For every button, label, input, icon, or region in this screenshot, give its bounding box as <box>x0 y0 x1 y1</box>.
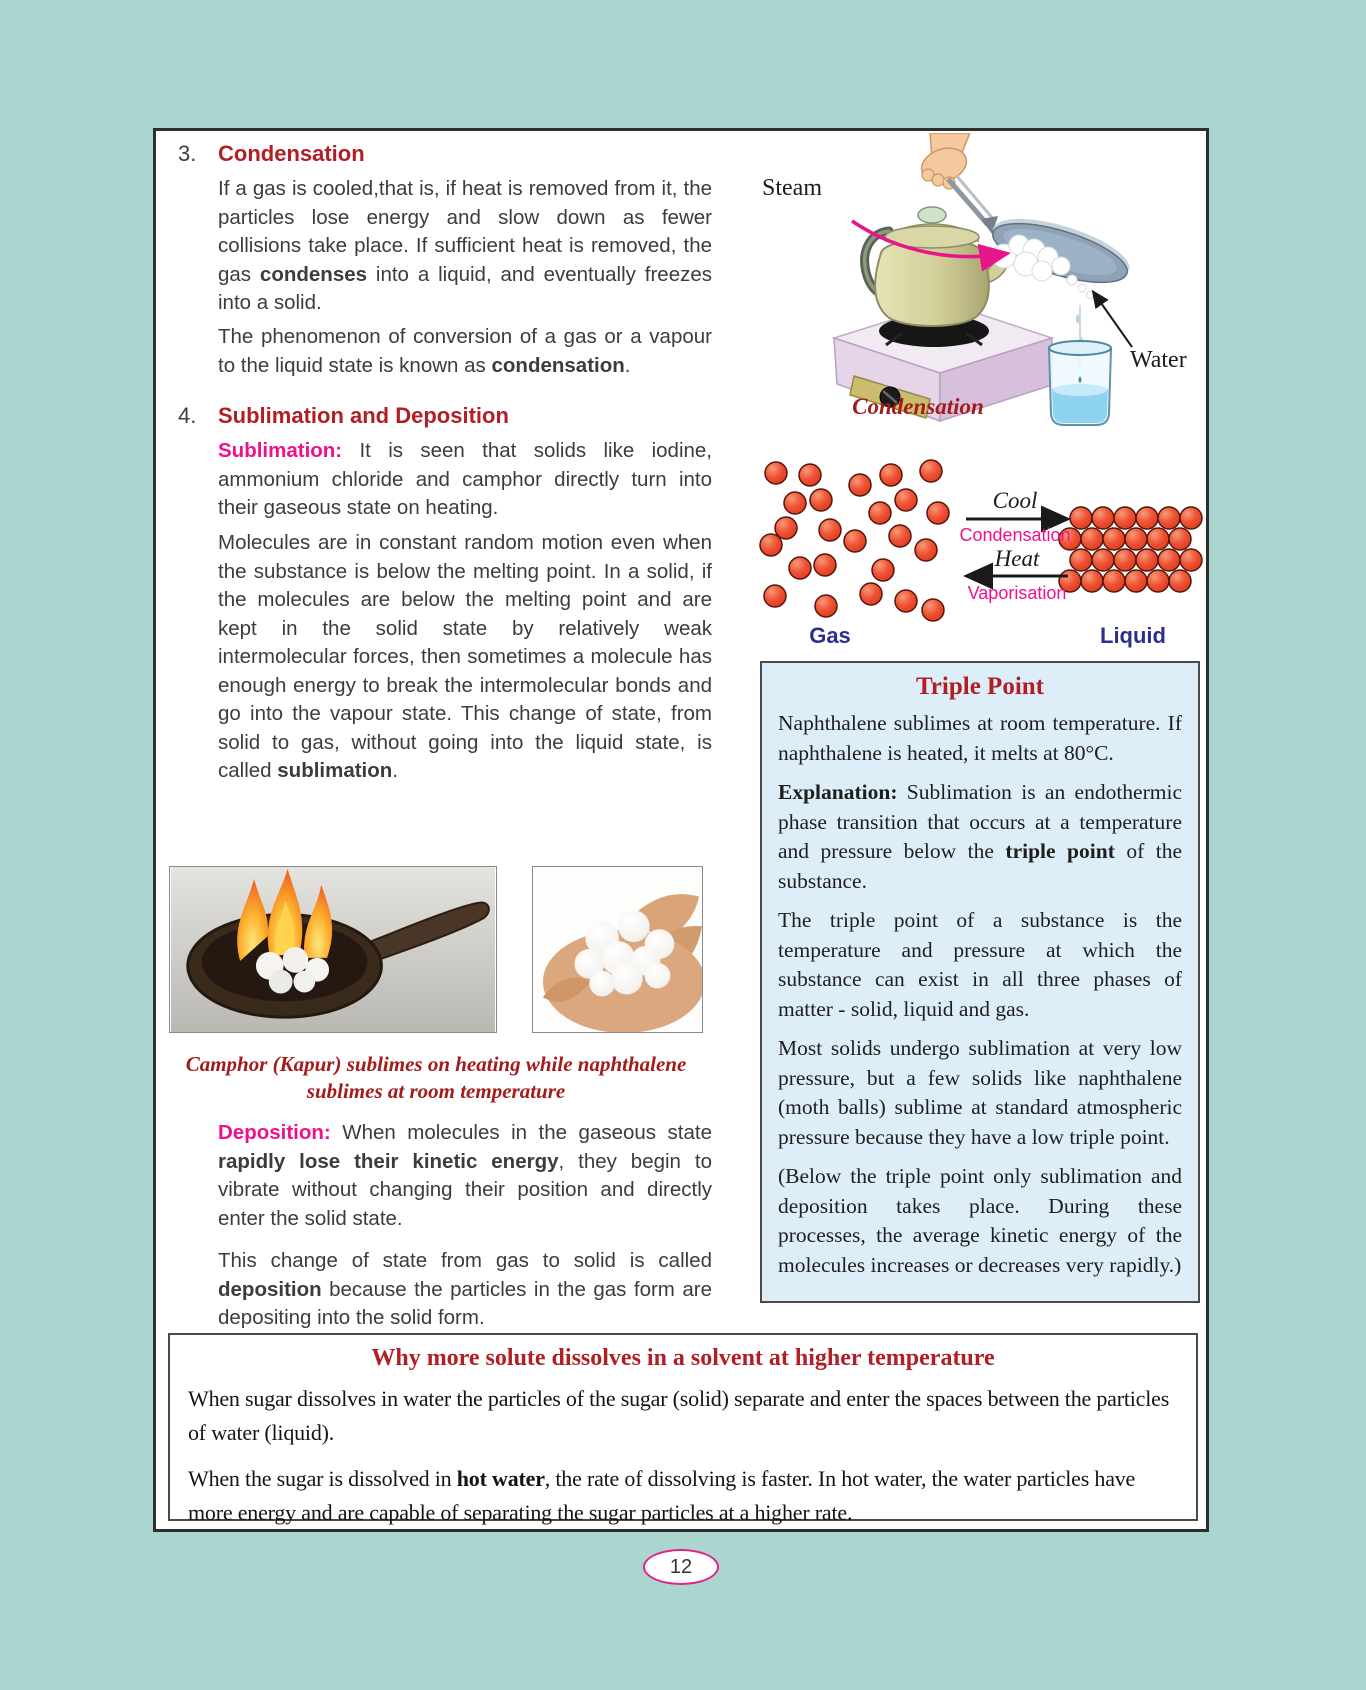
liquid-label: Liquid <box>1100 623 1166 648</box>
beaker-rim <box>1049 341 1111 355</box>
beaker <box>1049 341 1111 425</box>
water-arrow <box>1094 293 1132 347</box>
section-3-heading <box>178 141 196 167</box>
camphor-ball <box>269 970 293 994</box>
triple-point-paragraph: Naphthalene sublimes at room temperature. If naphthalene is heated, it melts at 80°C. <box>778 711 1182 765</box>
triple-point-paragraph: Most solids undergo sublimation at very low pressure, but a few solids like naphthalene (moth balls) sublime at standard atmospheric pressure because they have a low triple point. <box>778 1036 1182 1149</box>
content-sheet <box>153 128 1209 1532</box>
triple-point-paragraph: Explanation: Sublimation is an endothermic phase transition that occurs at a temperature and pressure below the triple point of the substance. <box>778 780 1182 893</box>
section-4-number: 4. <box>178 403 197 428</box>
page-number-badge <box>643 1549 719 1585</box>
deposition-paragraph-1: Deposition: When molecules in the gaseous state rapidly lose their kinetic energy, they begin to vibrate without changing their position and directly enter the solid state. <box>218 1121 712 1230</box>
section-3-title: Condensation <box>218 141 365 166</box>
tongs <box>948 179 988 225</box>
condensation-paragraph-1: If a gas is cooled,that is, if heat is removed from it, the particles lose energy and slow down as fewer collisions take place. If sufficient heat is removed, the gas condenses into a liquid, and eventually freezes into a solid. <box>218 177 712 314</box>
naphthalene-ball <box>645 963 671 989</box>
solute-box-paragraph: When sugar dissolves in water the particles of the sugar (solid) separate and enter the spaces between the particles of water (liquid). <box>188 1386 1170 1445</box>
kettle-caption: Condensation <box>852 394 984 419</box>
camphor-ball <box>293 971 315 993</box>
naphthalene-ball <box>618 910 650 942</box>
triple-point-title: Triple Point <box>915 673 1044 700</box>
page-number: 12 <box>669 1555 693 1578</box>
liquid-particles <box>1059 507 1202 592</box>
solute-box-paragraph: When the sugar is dissolved in hot water, the rate of dissolving is faster. In hot water, the water particles have more energy and are capable of separating the sugar particles at a higher rate. <box>188 1466 1136 1525</box>
solute-info-box <box>168 1333 1198 1525</box>
vaporisation-label: Vaporisation <box>967 583 1067 603</box>
sublimation-paragraph: Sublimation: It is seen that solids like iodine, ammonium chloride and camphor directly turn into their gaseous state on heating. <box>218 439 712 519</box>
triple-point-box <box>760 661 1200 1303</box>
steam-label: Steam <box>762 175 822 201</box>
deposition-paragraph-2: This change of state from gas to solid is called deposition because the particles in the gas form are depositing into the solid form. <box>218 1249 712 1329</box>
solute-box-title: Why more solute dissolves in a solvent at higher temperature <box>371 1345 995 1371</box>
kettle-condensation-illustration <box>734 133 1209 428</box>
naphthalene-balls-photo <box>532 866 703 1033</box>
heat-label: Heat <box>994 546 1040 571</box>
gas-liquid-particle-diagram <box>753 428 1208 653</box>
section-4-title: Sublimation and Deposition <box>218 403 509 428</box>
condensation-paragraph-2: The phenomenon of conversion of a gas or a vapour to the liquid state is known as condensation. <box>218 325 712 377</box>
water-label: Water <box>1130 347 1187 373</box>
section-4-heading <box>178 403 196 429</box>
molecules-paragraph: Molecules are in constant random motion even when the substance is below the melting point. In a solid, if the molecules are below the melting point and are kept in the solid state by relatively weak intermolecular forces, then sometimes a molecule has enough energy to break the intermolecular bonds and go into the vapour state. This change of state, from solid to gas, without going into the liquid state, is called sublimation. <box>218 531 712 782</box>
photos-caption: Camphor (Kapur) sublimes on heating while naphthalene sublimes at room temperature <box>185 1052 687 1103</box>
naphthalene-ball <box>589 971 615 997</box>
triple-point-paragraph: The triple point of a substance is the temperature and pressure at which the substance can exist in all three phases of matter - solid, liquid and gas. <box>778 908 1182 1021</box>
finger <box>932 174 944 186</box>
cool-label: Cool <box>992 488 1038 513</box>
camphor-ball <box>283 947 309 973</box>
gas-label: Gas <box>809 623 851 648</box>
kettle-lid-knob <box>918 207 946 223</box>
condensation-label: Condensation <box>959 525 1071 545</box>
triple-point-paragraph: (Below the triple point only sublimation and deposition takes place. During these processes, the average kinetic energy of the molecules increases or decreases very rapidly.) <box>778 1164 1182 1277</box>
gas-particles <box>760 460 949 621</box>
section-3-number: 3. <box>178 141 197 166</box>
naphthalene-ball <box>611 963 643 995</box>
camphor-burning-photo <box>169 866 497 1033</box>
